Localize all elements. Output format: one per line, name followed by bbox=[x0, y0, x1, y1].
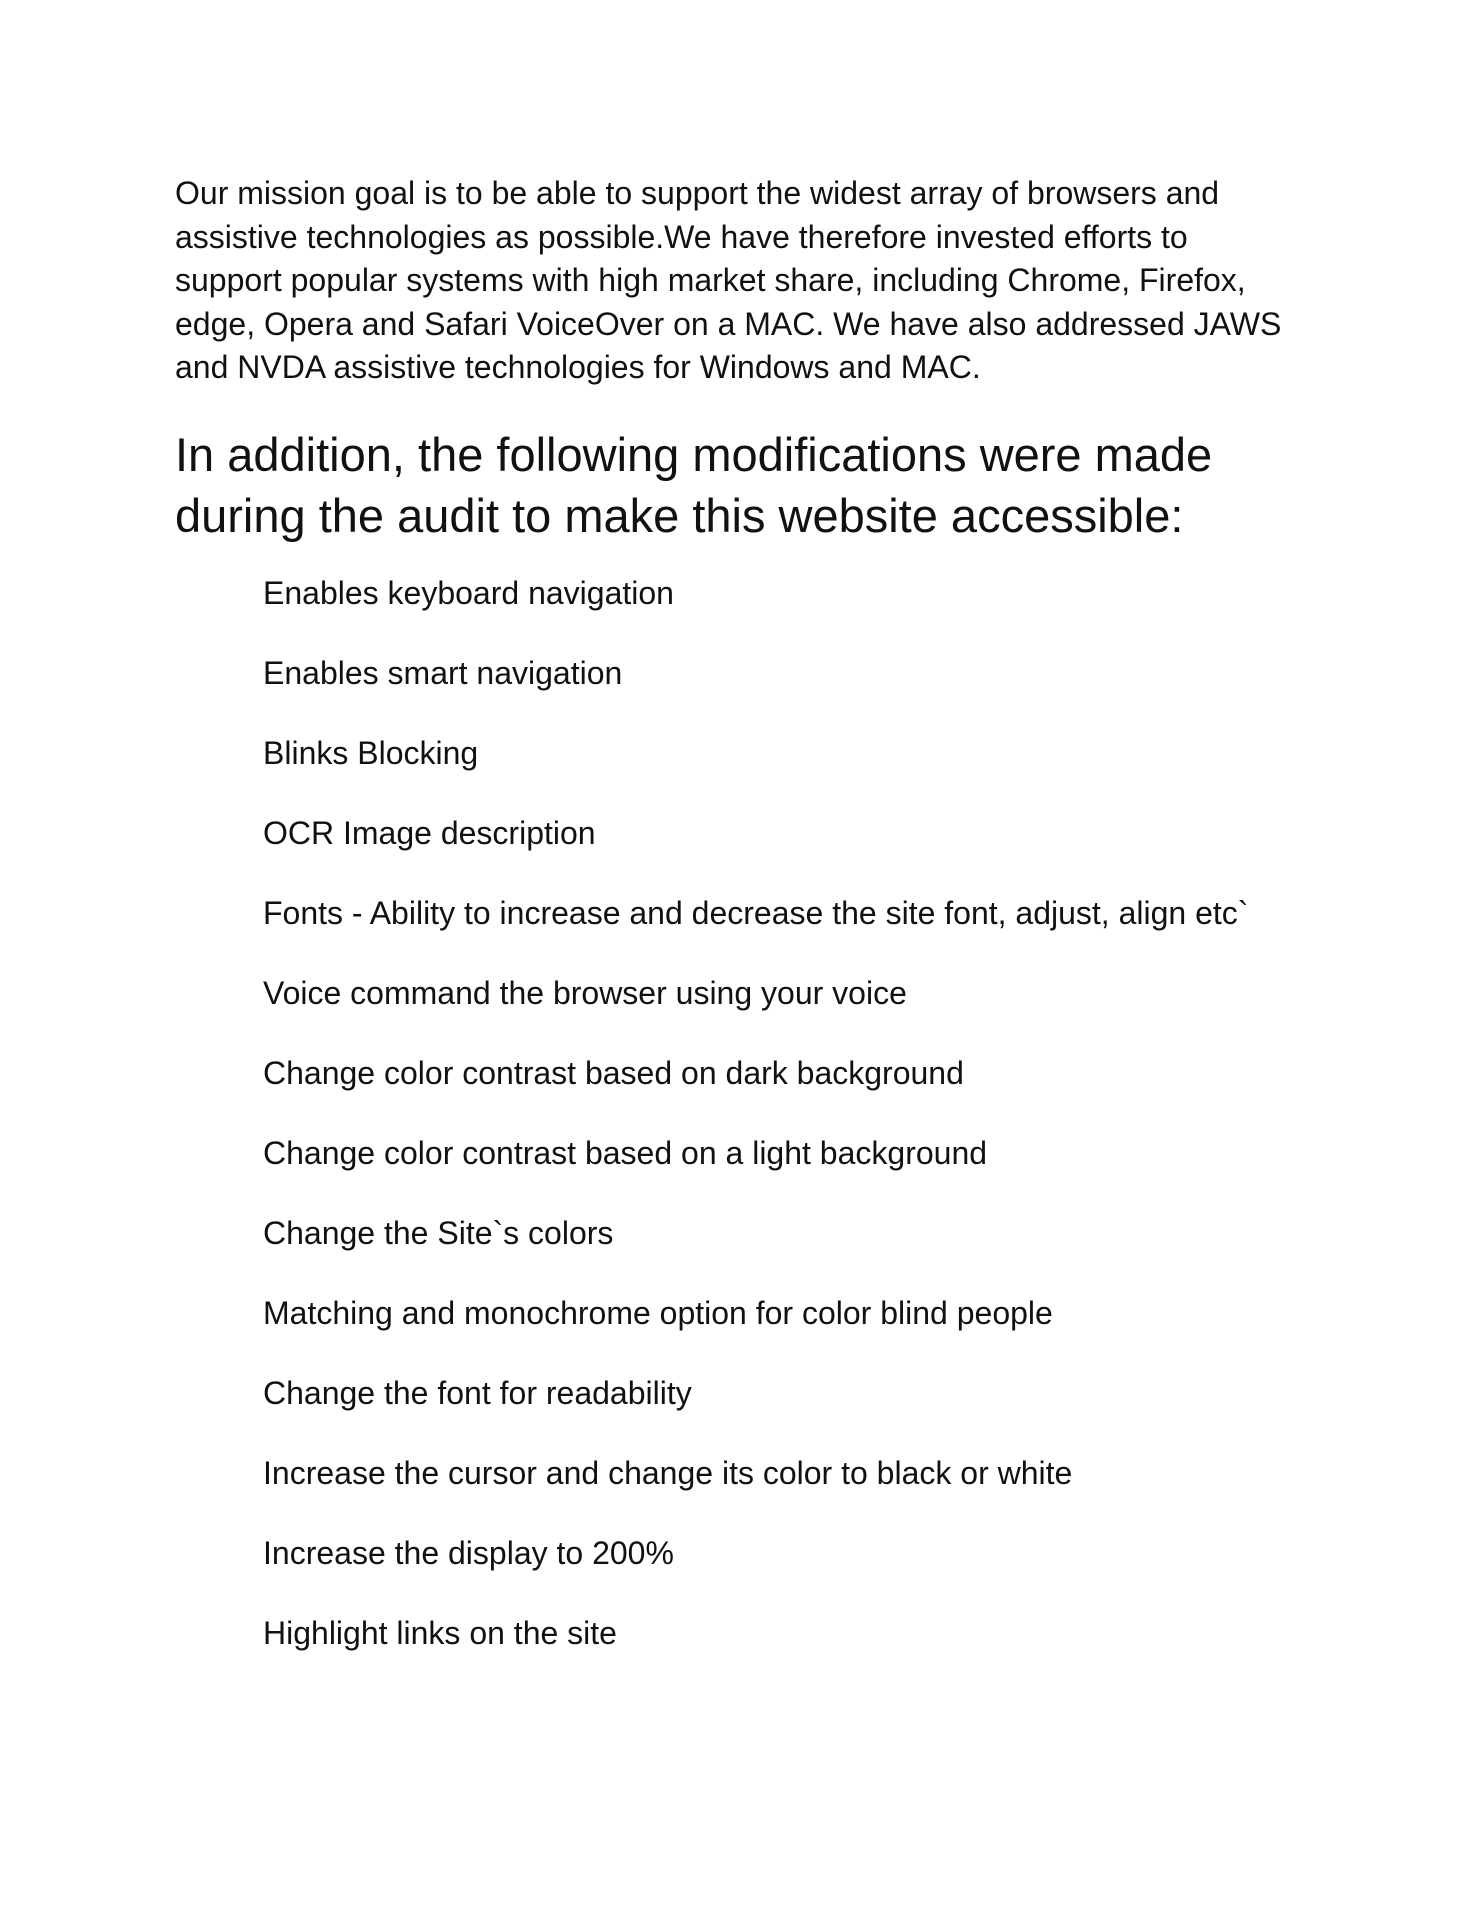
list-item: Enables smart navigation bbox=[263, 655, 623, 691]
list-item: Enables keyboard navigation bbox=[263, 575, 674, 611]
list-item: Blinks Blocking bbox=[263, 735, 479, 771]
intro-paragraph: Our mission goal is to be able to support the widest array of browsers and assistive technologies as possible.We have therefore invested efforts to support popular systems with high market share, including Chrome, Firefox, edge, Opera and Safari VoiceOver on a MAC. We have also addressed JAWS and NVDA assistive technologies for Windows and MAC. bbox=[175, 175, 1282, 385]
list-item: Matching and monochrome option for color blind people bbox=[263, 1295, 1053, 1331]
list-item: Fonts - Ability to increase and decrease the site font, adjust, align etc` bbox=[263, 895, 1249, 931]
modifications-list bbox=[263, 572, 1248, 1692]
list-item: Change color contrast based on a light background bbox=[263, 1135, 988, 1171]
list-item: Highlight links on the site bbox=[263, 1615, 617, 1651]
list-item: Change the Site`s colors bbox=[263, 1215, 614, 1251]
list-item: Change the font for readability bbox=[263, 1375, 692, 1411]
list-item: OCR Image description bbox=[263, 815, 596, 851]
list-item: Increase the cursor and change its color to black or white bbox=[263, 1455, 1073, 1491]
list-item: Change color contrast based on dark background bbox=[263, 1055, 964, 1091]
list-item: Increase the display to 200% bbox=[263, 1535, 674, 1571]
list-item: Voice command the browser using your voice bbox=[263, 975, 907, 1011]
modifications-heading: In addition, the following modifications were made during the audit to make this website accessible: bbox=[175, 428, 1213, 542]
